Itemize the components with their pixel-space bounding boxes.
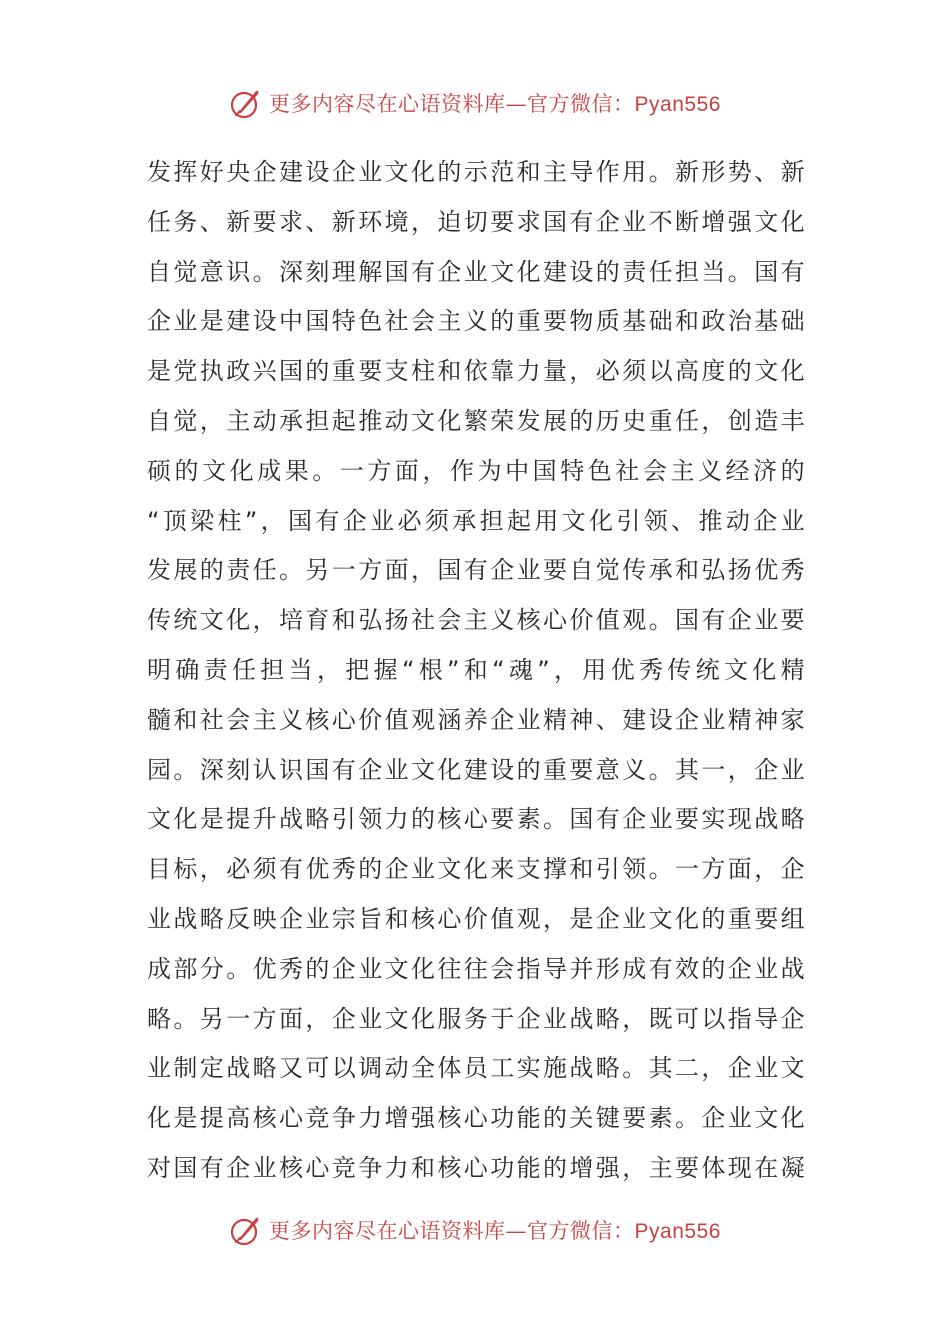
text-line: 对国有企业核心竞争力和核心功能的增强，主要体现在凝 [147, 1153, 807, 1182]
text-line: 髓和社会主义核心价值观涵养企业精神、建设企业精神家 [147, 705, 807, 734]
banner-dash: — [505, 92, 528, 116]
text-line: 业战略反映企业宗旨和核心价值观，是企业文化的重要组 [147, 904, 807, 933]
banner-slogan: 更多内容尽在心语资料库 [269, 1219, 506, 1243]
text-line: 园。深刻认识国有企业文化建设的重要意义。其一，企业 [147, 755, 807, 784]
text-line: 任务、新要求、新环境，迫切要求国有企业不断增强文化 [147, 207, 807, 236]
text-line: 发挥好央企建设企业文化的示范和主导作用。新形势、新 [147, 158, 807, 186]
footer-banner [0, 1210, 950, 1250]
text-line: 略。另一方面，企业文化服务于企业战略，既可以指导企 [147, 1004, 807, 1033]
text-line: 明确责任担当，把握“根”和“魂”，用优秀传统文化精 [147, 655, 807, 684]
banner-official: 官方微信： [527, 1219, 635, 1243]
text-line: 是党执政兴国的重要支柱和依靠力量，必须以高度的文化 [147, 357, 807, 386]
banner-dash: — [505, 1219, 528, 1243]
text-line: “顶梁柱”，国有企业必须承担起用文化引领、推动企业 [147, 506, 807, 535]
text-line: 硕的文化成果。一方面，作为中国特色社会主义经济的 [147, 456, 807, 485]
banner-text [269, 1215, 721, 1245]
banner-wechat-id: Pyan556 [634, 93, 721, 116]
text-line: 发展的责任。另一方面，国有企业要自觉传承和弘扬优秀 [147, 556, 807, 585]
text-line: 传统文化，培育和弘扬社会主义核心价值观。国有企业要 [147, 606, 807, 635]
text-line: 自觉，主动承担起推动文化繁荣发展的历史重任，创造丰 [147, 406, 807, 435]
banner-wechat-id: Pyan556 [634, 1220, 721, 1243]
text-line: 自觉意识。深刻理解国有企业文化建设的责任担当。国有 [147, 257, 807, 286]
quill-pen-logo-icon [229, 86, 263, 120]
text-line: 成部分。优秀的企业文化往往会指导并形成有效的企业战 [147, 954, 807, 983]
text-line: 业制定战略又可以调动全体员工实施战略。其二，企业文 [147, 1054, 807, 1083]
banner-slogan: 更多内容尽在心语资料库 [269, 92, 506, 116]
document-body [147, 148, 807, 1194]
banner-text [269, 88, 721, 118]
header-banner [0, 83, 950, 123]
quill-pen-logo-icon [229, 1213, 263, 1247]
text-line: 目标，必须有优秀的企业文化来支撑和引领。一方面，企 [147, 855, 807, 884]
text-line: 文化是提升战略引领力的核心要素。国有企业要实现战略 [147, 805, 807, 834]
banner-official: 官方微信： [527, 92, 635, 116]
text-line: 企业是建设中国特色社会主义的重要物质基础和政治基础 [147, 307, 807, 336]
text-line: 化是提高核心竞争力增强核心功能的关键要素。企业文化 [147, 1104, 807, 1133]
